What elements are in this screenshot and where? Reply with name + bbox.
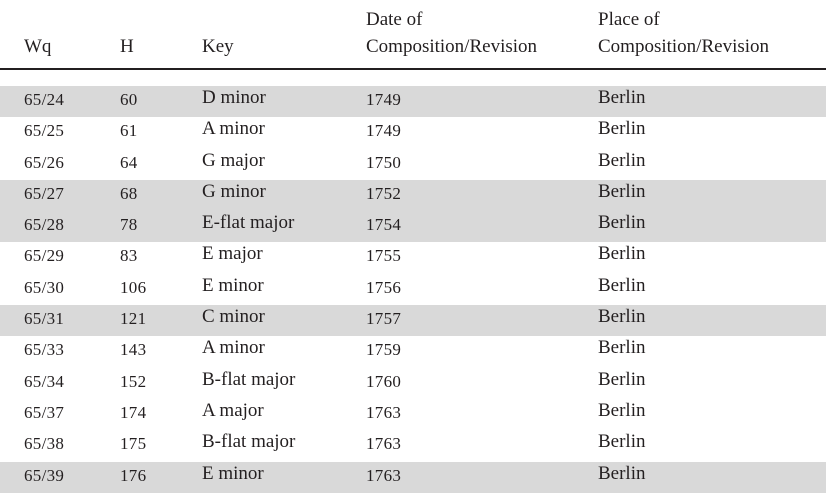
header-rule: [0, 68, 826, 70]
table-row: [0, 211, 826, 242]
cell-key: D minor: [202, 87, 266, 108]
cell-key: A minor: [202, 337, 265, 359]
cell-date: 1749: [366, 90, 402, 109]
cell-h: 175: [120, 434, 147, 454]
cell-key: E-flat major: [202, 212, 295, 234]
table-row: [0, 274, 826, 305]
header-place-line2: Composition/Revision: [598, 36, 770, 57]
cell-h: 143: [120, 340, 147, 360]
cell-key: G minor: [202, 180, 266, 202]
cell-h: 68: [120, 183, 138, 203]
cell-wq: 65/39: [24, 465, 65, 485]
cell-date: 1755: [366, 246, 402, 266]
cell-key: E major: [202, 243, 263, 265]
cell-h: 78: [120, 215, 138, 235]
cell-place: Berlin: [598, 337, 646, 359]
header-date: [366, 6, 537, 60]
cell-key: G major: [202, 149, 265, 171]
cell-date: 1759: [366, 340, 402, 360]
cell-h: 61: [120, 121, 138, 141]
table-row: [0, 462, 826, 493]
table-row: [0, 86, 826, 117]
cell-wq: 65/25: [24, 121, 65, 141]
cell-date: 1763: [366, 465, 402, 485]
cell-date: 1752: [366, 183, 402, 203]
cell-key: B-flat major: [202, 431, 296, 453]
table-row: [0, 336, 826, 367]
cell-wq: 65/38: [24, 434, 65, 454]
cell-wq: 65/24: [24, 90, 65, 109]
cell-h: 121: [120, 309, 147, 329]
table-row: [0, 305, 826, 336]
cell-place: Berlin: [598, 118, 646, 140]
cell-date: 1750: [366, 152, 402, 172]
cell-wq: 65/30: [24, 277, 65, 297]
header-place: [598, 6, 769, 60]
cell-place: Berlin: [598, 149, 646, 171]
cell-place: Berlin: [598, 212, 646, 234]
table-row: [0, 368, 826, 399]
cell-place: Berlin: [598, 368, 646, 390]
table-body: [0, 86, 826, 493]
cell-h: 60: [120, 90, 138, 109]
header-place-line1: Place of: [598, 9, 660, 30]
cell-place: Berlin: [598, 306, 646, 328]
cell-key: C minor: [202, 306, 265, 328]
cell-wq: 65/27: [24, 183, 65, 203]
cell-place: Berlin: [598, 274, 646, 296]
cell-h: 176: [120, 465, 147, 485]
cell-date: 1757: [366, 309, 402, 329]
cell-key: B-flat major: [202, 368, 296, 390]
header-key: Key: [202, 36, 234, 57]
cell-wq: 65/34: [24, 371, 65, 391]
cell-wq: 65/33: [24, 340, 65, 360]
header-date-line2: Composition/Revision: [366, 36, 538, 57]
cell-place: Berlin: [598, 462, 646, 484]
cell-date: 1749: [366, 121, 402, 141]
cell-wq: 65/37: [24, 402, 65, 422]
cell-wq: 65/26: [24, 152, 65, 172]
table-row: [0, 117, 826, 148]
cell-place: Berlin: [598, 399, 646, 421]
cell-wq: 65/28: [24, 215, 65, 235]
table-row: [0, 180, 826, 211]
table-row: [0, 430, 826, 461]
cell-date: 1756: [366, 277, 402, 297]
cell-h: 152: [120, 371, 147, 391]
cell-place: Berlin: [598, 87, 646, 108]
cell-h: 83: [120, 246, 138, 266]
cell-key: E minor: [202, 274, 264, 296]
header-date-line1: Date of: [366, 9, 423, 30]
cell-date: 1763: [366, 402, 402, 422]
cell-wq: 65/31: [24, 309, 65, 329]
header-wq: Wq: [24, 36, 52, 57]
table-header: [0, 0, 826, 66]
cell-date: 1760: [366, 371, 402, 391]
cell-key: E minor: [202, 462, 264, 484]
table-row: [0, 399, 826, 430]
cell-wq: 65/29: [24, 246, 65, 266]
cell-place: Berlin: [598, 180, 646, 202]
cell-key: A minor: [202, 118, 265, 140]
cell-date: 1763: [366, 434, 402, 454]
cell-h: 64: [120, 152, 138, 172]
header-h: H: [120, 36, 134, 57]
cell-place: Berlin: [598, 243, 646, 265]
cell-h: 174: [120, 402, 147, 422]
table-row: [0, 149, 826, 180]
cell-date: 1754: [366, 215, 402, 235]
table-row: [0, 242, 826, 273]
cell-h: 106: [120, 277, 147, 297]
cell-place: Berlin: [598, 431, 646, 453]
cell-key: A major: [202, 399, 264, 421]
